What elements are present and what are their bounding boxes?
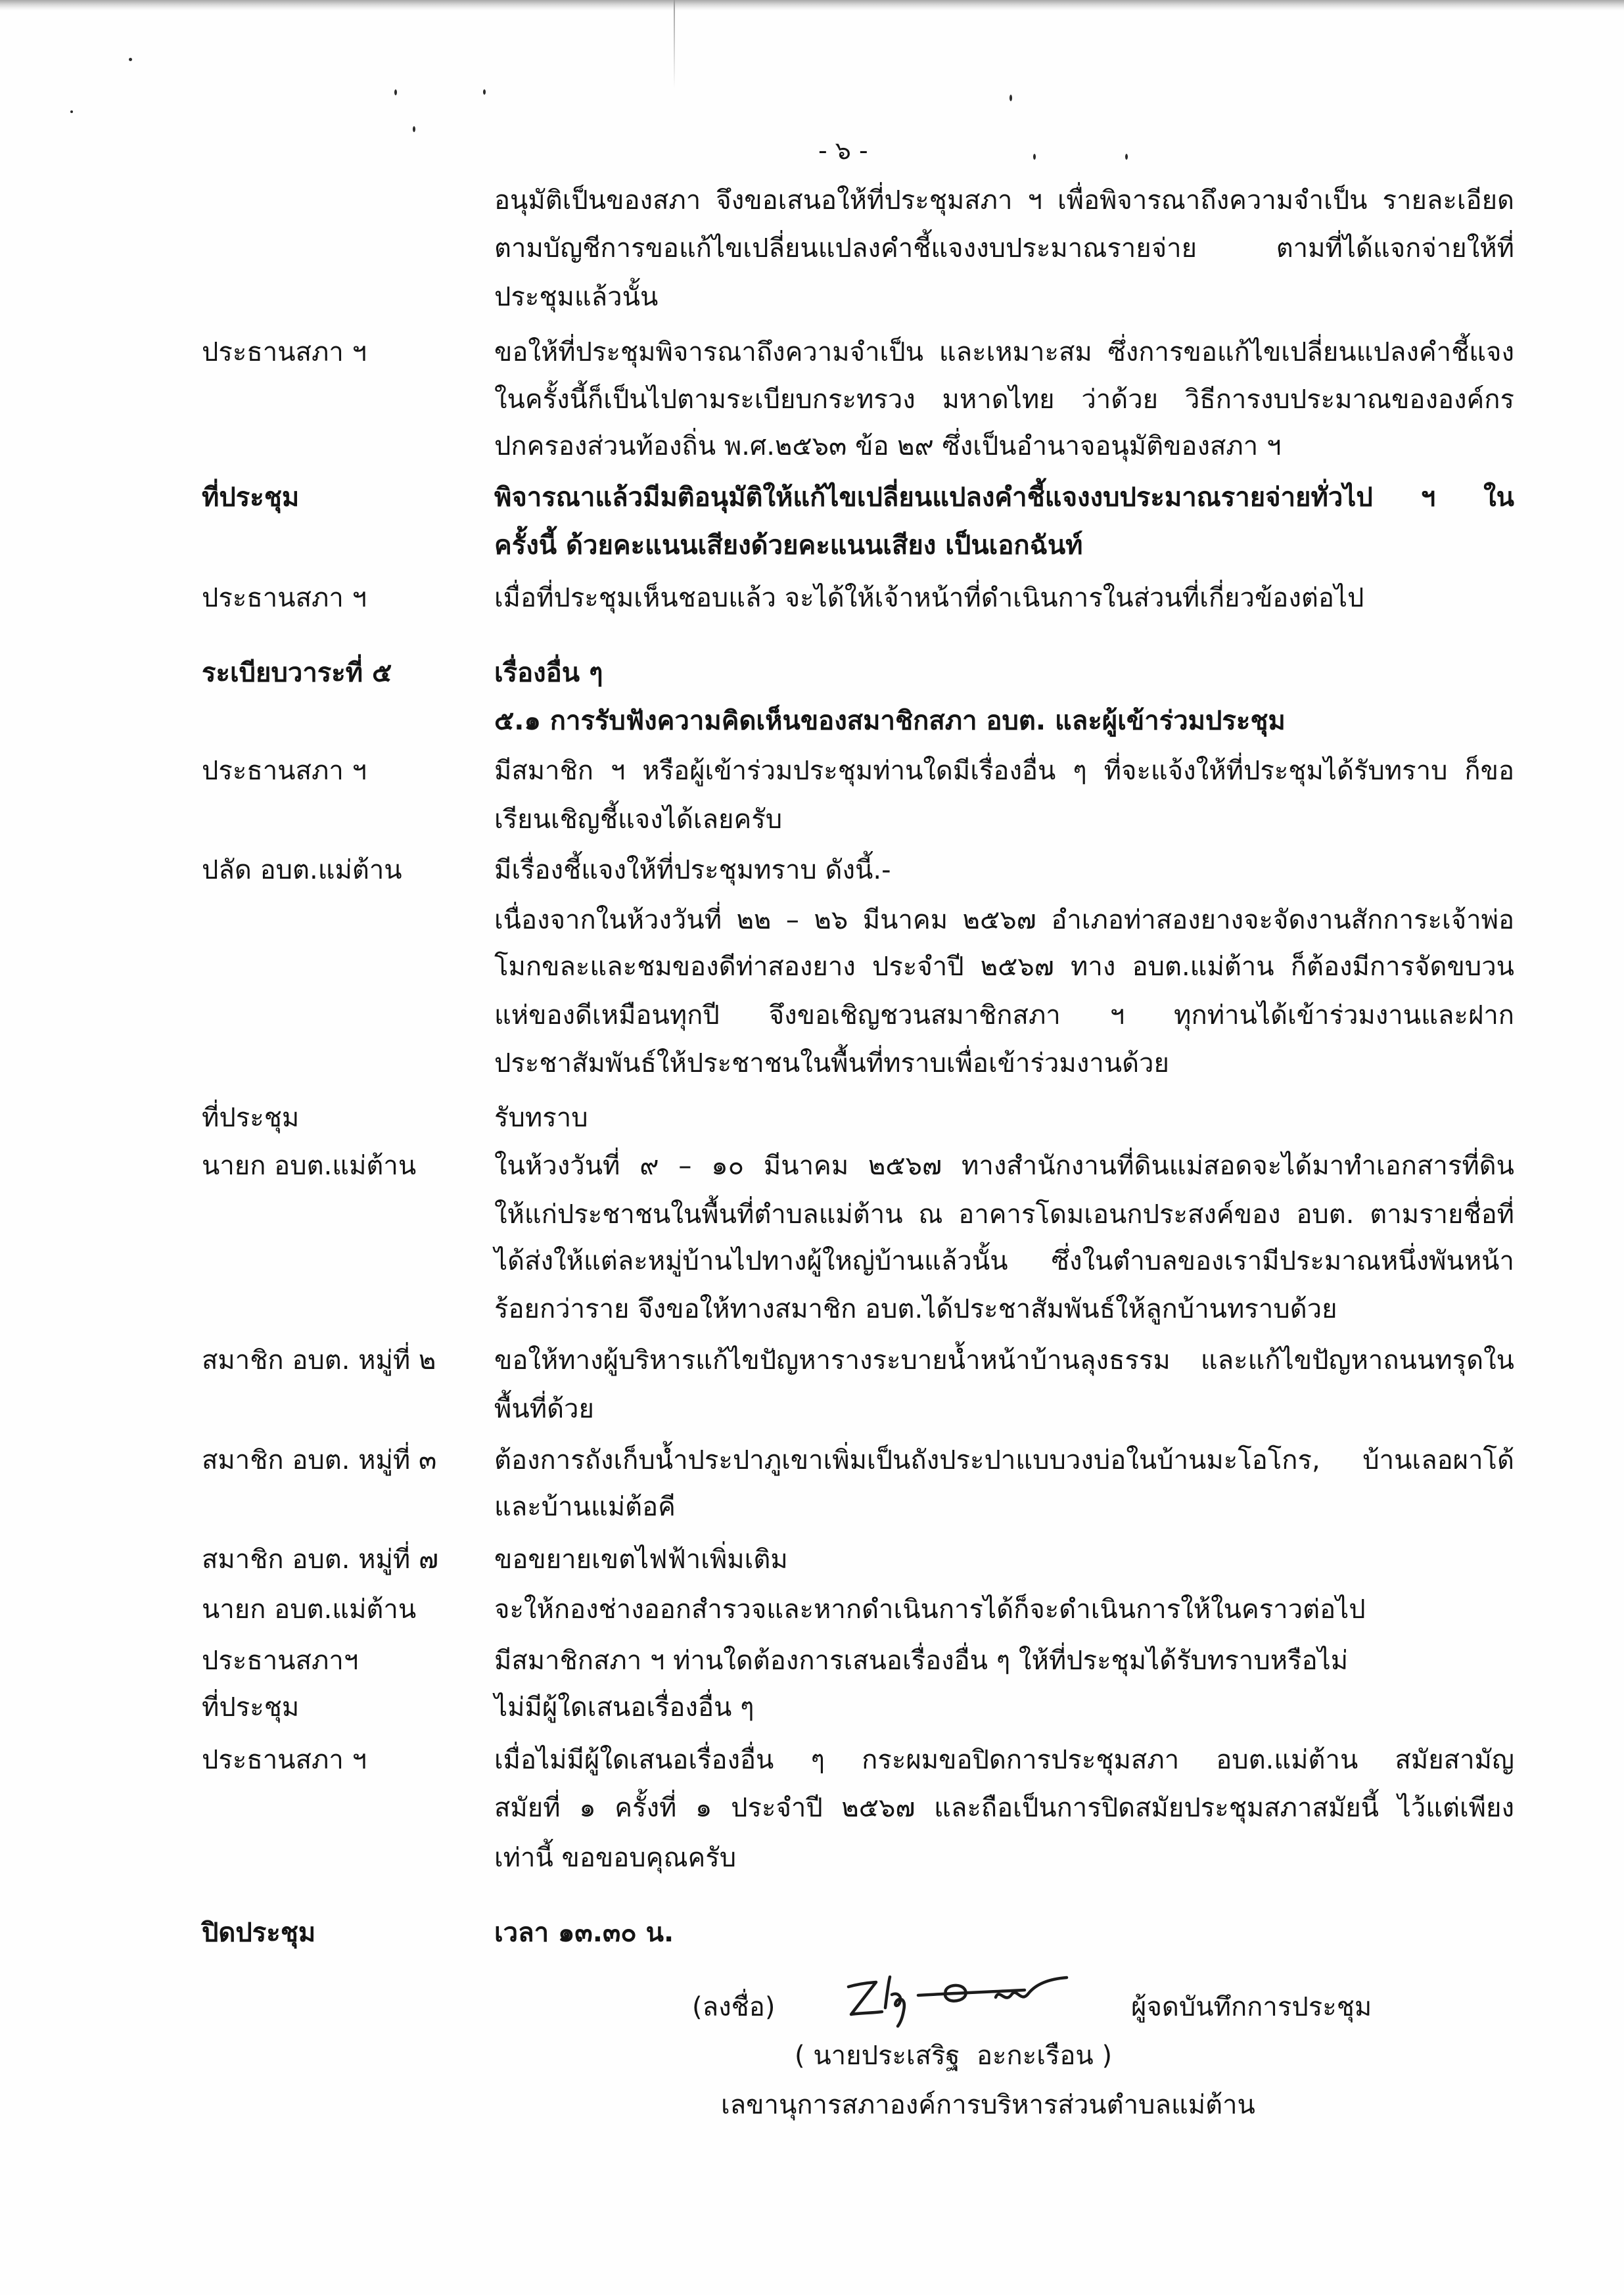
signature-stroke xyxy=(918,1990,1025,1995)
minutes-line: เรียนเชิญชี้แจงได้เลยครับ xyxy=(494,804,783,835)
minutes-line: ได้ส่งให้แต่ละหมู่บ้านไปทางผู้ใหญ่บ้านแล้วนั้น ซึ่งในตำบลของเรามีประมาณหนึ่งพันหน้า xyxy=(494,1246,1514,1276)
minutes-line: มีสมาชิกสภา ฯ ท่านใดต้องการเสนอเรื่องอื่น ๆ ให้ที่ประชุมได้รับทราบหรือไม่ xyxy=(494,1646,1349,1676)
scan-speck xyxy=(413,126,415,132)
minutes-line: จะให้กองช่างออกสำรวจและหากดำเนินการได้ก็จะดำเนินการให้ในคราวต่อไป xyxy=(494,1594,1366,1625)
speaker-label: สมาชิก อบต. หมู่ที่ ๗ xyxy=(202,1544,439,1575)
speaker-label: นายก อบต.แม่ต้าน xyxy=(202,1151,417,1181)
signature-stroke xyxy=(892,1994,904,2026)
agenda-item-title: เรื่องอื่น ๆ xyxy=(494,658,603,688)
minutes-line: เนื่องจากในห้วงวันที่ ๒๒ – ๒๖ มีนาคม ๒๕๖๗ อำเภอท่าสองยางจะจัดงานสักการะเจ้าพ่อ xyxy=(494,905,1514,935)
minutes-line: เมื่อที่ประชุมเห็นชอบแล้ว จะได้ให้เจ้าหน้าที่ดำเนินการในส่วนที่เกี่ยวข้องต่อไป xyxy=(494,583,1364,613)
minutes-line: สมัยที่ ๑ ครั้งที่ ๑ ประจำปี ๒๕๖๗ และถือเป็นการปิดสมัยประชุมสภาสมัยนี้ ไว้แต่เพียง xyxy=(494,1793,1514,1823)
minutes-line: มีเรื่องชี้แจงให้ที่ประชุมทราบ ดังนี้.- xyxy=(494,855,891,885)
minutes-line: ในห้วงวันที่ ๙ – ๑๐ มีนาคม ๒๕๖๗ ทางสำนักงานที่ดินแม่สอดจะได้มาทำเอกสารที่ดิน xyxy=(494,1151,1514,1181)
scan-speck xyxy=(70,110,73,113)
scan-speck xyxy=(1033,154,1036,160)
resolution-line: พิจารณาแล้วมีมติอนุมัติให้แก้ไขเปลี่ยนแปลงคำชี้แจงงบประมาณรายจ่ายทั่วไป ฯ ใน xyxy=(494,482,1514,513)
signature-stroke xyxy=(848,1982,882,2014)
signature-stroke xyxy=(996,1978,1067,1998)
scan-speck xyxy=(483,89,486,95)
minutes-line: โมกขละและชมของดีท่าสองยาง ประจำปี ๒๕๖๗ ทาง อบต.แม่ต้าน ก็ต้องมีการจัดขบวน xyxy=(494,952,1515,982)
minutes-line: ปกครองส่วนท้องถิ่น พ.ศ.๒๕๖๓ ข้อ ๒๙ ซึ่งเป็นอำนาจอนุมัติของสภา ฯ xyxy=(494,431,1282,461)
minutes-line: ขอให้ที่ประชุมพิจารณาถึงความจำเป็น และเหมาะสม ซึ่งการขอแก้ไขเปลี่ยนแปลงคำชี้แจง xyxy=(494,337,1514,367)
signer-name: ( นายประเสริฐ อะกะเรือน ) xyxy=(795,2041,1113,2071)
speaker-label: ประธานสภา ฯ xyxy=(202,756,367,786)
minutes-line: มีสมาชิก ฯ หรือผู้เข้าร่วมประชุมท่านใดมีเรื่องอื่น ๆ ที่จะแจ้งให้ที่ประชุมได้รับทราบ ก็ขอ xyxy=(494,756,1514,786)
speaker-label: สมาชิก อบต. หมู่ที่ ๒ xyxy=(202,1345,436,1376)
scan-fold-line xyxy=(674,0,675,89)
page-number: - ๖ - xyxy=(818,136,868,165)
minutes-line: อนุมัติเป็นของสภา จึงขอเสนอให้ที่ประชุมสภา ฯ เพื่อพิจารณาถึงความจำเป็น รายละเอียด xyxy=(494,185,1514,216)
signer-role: ผู้จดบันทึกการประชุม xyxy=(1131,1992,1372,2022)
minutes-line: ขอขยายเขตไฟฟ้าเพิ่มเติม xyxy=(494,1544,788,1575)
speaker-label: นายก อบต.แม่ต้าน xyxy=(202,1594,417,1625)
scan-speck xyxy=(394,89,397,95)
closing-label: ปิดประชุม xyxy=(202,1918,316,1948)
resolution-line: ครั้งนี้ ด้วยคะแนนเสียงด้วยคะแนนเสียง เป็นเอกฉันท์ xyxy=(494,530,1083,561)
minutes-line: รับทราบ xyxy=(494,1103,588,1133)
minutes-line: ประชุมแล้วนั้น xyxy=(494,282,659,312)
speaker-label: ปลัด อบต.แม่ต้าน xyxy=(202,855,402,885)
scan-speck xyxy=(129,58,132,61)
speaker-label: ประธานสภา ฯ xyxy=(202,337,367,367)
minutes-line: ตามบัญชีการขอแก้ไขเปลี่ยนแปลงคำชี้แจงงบประมาณรายจ่าย ตามที่ได้แจกจ่ายให้ที่ xyxy=(494,233,1514,264)
minutes-line: ไม่มีผู้ใดเสนอเรื่องอื่น ๆ xyxy=(494,1692,754,1723)
agenda-item-label: ระเบียบวาระที่ ๕ xyxy=(202,658,392,688)
handwritten-signature xyxy=(846,1974,1069,2029)
minutes-line: ต้องการถังเก็บน้ำประปาภูเขาเพิ่มเป็นถังประปาแบบวงบ่อในบ้านมะโอโกร, บ้านเลอผาโด้ xyxy=(494,1445,1514,1475)
minutes-line: ในครั้งนี้ก็เป็นไปตามระเบียบกระทรวง มหาดไทย ว่าด้วย วิธีการงบประมาณขององค์กร xyxy=(494,384,1514,415)
minutes-line: พื้นที่ด้วย xyxy=(494,1394,594,1424)
minutes-line: ขอให้ทางผู้บริหารแก้ไขปัญหารางระบายน้ำหน้าบ้านลุงธรรม และแก้ไขปัญหาถนนทรุดใน xyxy=(494,1345,1514,1376)
speaker-label: ที่ประชุม xyxy=(202,482,300,513)
closing-time: เวลา ๑๓.๓๐ น. xyxy=(494,1918,674,1948)
minutes-line: แห่ของดีเหมือนทุกปี จึงขอเชิญชวนสมาชิกสภา ฯ ทุกท่านได้เข้าร่วมงานและฝาก xyxy=(494,1000,1514,1031)
minutes-line: เท่านี้ ขอขอบคุณครับ xyxy=(494,1843,737,1873)
minutes-line: และบ้านแม่ต้อคี xyxy=(494,1492,676,1522)
scan-edge xyxy=(0,0,1624,11)
agenda-subitem-heading: ๕.๑ การรับฟังความคิดเห็นของสมาชิกสภา อบต. และผู้เข้าร่วมประชุม xyxy=(494,706,1286,736)
speaker-label: สมาชิก อบต. หมู่ที่ ๓ xyxy=(202,1445,437,1475)
speaker-label: ประธานสภา ฯ xyxy=(202,1745,367,1775)
minutes-line: ประชาสัมพันธ์ให้ประชาชนในพื้นที่ทราบเพื่อเข้าร่วมงานด้วย xyxy=(494,1048,1169,1078)
signer-position: เลขานุการสภาองค์การบริหารส่วนตำบลแม่ต้าน xyxy=(721,2090,1255,2120)
minutes-line: ร้อยกว่าราย จึงขอให้ทางสมาชิก อบต.ได้ประชาสัมพันธ์ให้ลูกบ้านทราบด้วย xyxy=(494,1294,1337,1324)
speaker-label: ที่ประชุม xyxy=(202,1692,300,1723)
minutes-line: ให้แก่ประชาชนในพื้นที่ตำบลแม่ต้าน ณ อาคารโดมเอนกประสงค์ของ อบต. ตามรายชื่อที่ xyxy=(494,1199,1514,1230)
scan-speck xyxy=(1125,154,1128,160)
scan-speck xyxy=(1009,95,1012,101)
minutes-line: เมื่อไม่มีผู้ใดเสนอเรื่องอื่น ๆ กระผมขอปิดการประชุมสภา อบต.แม่ต้าน สมัยสามัญ xyxy=(494,1745,1514,1775)
speaker-label: ที่ประชุม xyxy=(202,1103,300,1133)
speaker-label: ประธานสภา ฯ xyxy=(202,583,367,613)
speaker-label: ประธานสภาฯ xyxy=(202,1646,359,1676)
signature-stroke xyxy=(885,1977,890,2008)
signed-label: (ลงชื่อ) xyxy=(692,1992,776,2022)
